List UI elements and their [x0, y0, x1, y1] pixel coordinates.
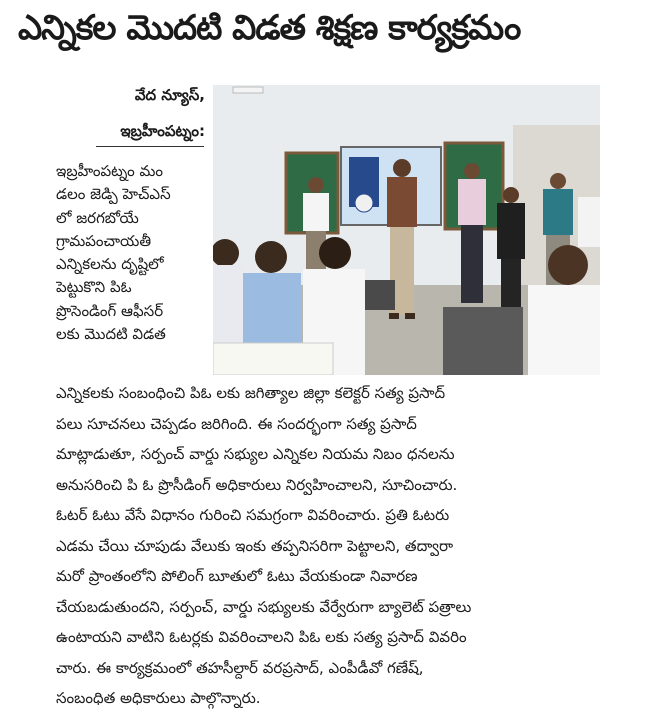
- body-line: చారు. ఈ కార్యక్రమంలో తహసీల్దార్ వరప్రసాద్, ఎంపీడీవో గణేష్,: [56, 658, 424, 677]
- side-line: ఇబ్రహీంపట్నం మం: [56, 162, 163, 180]
- body-line: మాట్లాడుతూ, సర్పంచ్ వార్డు సభ్యుల ఎన్నికల నియమ నిబం ధనలను: [56, 445, 455, 463]
- body-line: మరో ప్రాంతంలోని పోలింగ్ బూతులో ఓటు వేయకుండా నివారణ: [56, 567, 418, 585]
- article-body: [56, 378, 616, 714]
- side-line: పెట్టుకొని పిఓ: [56, 278, 132, 297]
- body-line: సంబంధిత అధికారులు పాల్గొన్నారు.: [56, 689, 261, 707]
- training-session-photo: [213, 85, 600, 375]
- slide-logo: [355, 194, 373, 212]
- body-line: ఉంటాయని వాటిని ఓటర్లకు వివరించాలని పిఓ లకు సత్య ప్రసాద్ వివరిం: [56, 628, 467, 646]
- news-photo: [213, 85, 600, 375]
- body-line: ఎన్నికలకు సంబంధించి పిఓ లకు జగిత్యాల జిల్లా కలెక్టర్ సత్య ప్రసాద్: [56, 384, 446, 402]
- dateline-source: వేద న్యూస్,: [134, 86, 205, 104]
- dateline-place: ఇబ్రహీంపట్నం:: [120, 122, 205, 140]
- side-line: ప్రొసెండింగ్ ఆఫీసర్: [56, 301, 164, 320]
- person-pink-shirt: [458, 163, 486, 303]
- headline: ఎన్నికల మొదటి విడత శిక్షణ కార్యక్రమం: [18, 8, 521, 48]
- body-line: పలు సూచనలు చెప్పడం జరిగింది. ఈ సందర్భంగా సత్య ప్రసాద్: [56, 414, 417, 433]
- side-column-text: [56, 160, 206, 346]
- papers: [213, 343, 333, 375]
- body-line: అనుసరించి పి ఓ ప్రొసీడింగ్ అధికారులు నిర్వహించాలని, సూచించారు.: [56, 475, 458, 494]
- dateline-underline: [96, 146, 204, 147]
- person-right-edge: [578, 197, 600, 247]
- side-line: ఎన్నికలను దృష్టిలో: [56, 255, 164, 274]
- body-line: ఎడమ చేయి చూపుడు వేలుకు ఇంకు తప్పనిసరిగా పెట్టాలని, తద్వారా: [56, 536, 454, 555]
- desk: [443, 307, 523, 375]
- side-line: లో జరగబోయే: [56, 208, 139, 227]
- body-line: ఓటర్ ఓటు వేసే విధానం గురించి సమగ్రంగా వివరించారు. ప్రతి ఓటరు: [56, 506, 450, 524]
- body-line: చేయబడుతుందని, సర్పంచ్, వార్డు సభ్యులకు వేర్వేరుగా బ్యాలెట్ పత్రాలు: [56, 597, 472, 616]
- tubelight: [233, 87, 263, 93]
- side-line: లకు మొదటి విడత: [56, 325, 166, 344]
- side-line: గ్రామపంచాయతీ: [56, 231, 152, 250]
- person-black-kurta: [497, 187, 525, 307]
- side-line: డలం జెడ్పి హెచ్ఎస్: [56, 185, 171, 204]
